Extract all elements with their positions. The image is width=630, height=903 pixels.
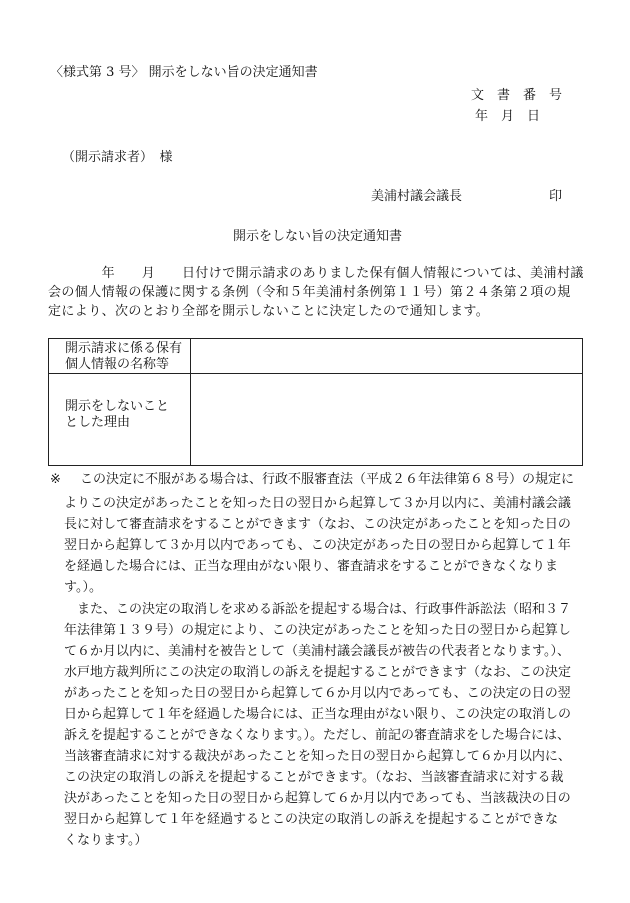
note-line: 長に対して審査請求をすることができます（なお、この決定があったことを知った日の bbox=[64, 517, 571, 532]
issuer-name: 美浦村議会議長 bbox=[371, 189, 463, 204]
table-row bbox=[49, 374, 583, 466]
document-title: 開示をしない旨の決定通知書 bbox=[233, 229, 403, 244]
note-line: 水戸地方裁判所にこの決定の取消しの訴えを提起することができます（なお、この決定 bbox=[64, 665, 572, 680]
note-line: また、この決定の取消しを求める訴訟を提起する場合は、行政事件訴訟法（昭和３７ bbox=[64, 602, 572, 617]
note-line: 訴えを提起することができなくなります。）。ただし、前記の審査請求をした場合には、 bbox=[64, 728, 570, 743]
note-line: 当該審査請求に対する裁決があったことを知った日の翌日から起算して６か月以内に、 bbox=[64, 749, 571, 764]
document-number: 文 書 番 号 bbox=[471, 88, 563, 103]
note-line: くなります。） bbox=[64, 833, 148, 848]
form-label: 〈様式第 3 号〉 開示をしない旨の決定通知書 bbox=[50, 65, 318, 80]
note-line: 年法律第１３９号）の規定により、この決定があったことを知った日の翌日から起算し bbox=[64, 623, 571, 638]
note-first-line: この決定に不服がある場合は、行政不服審査法（平成２６年法律第６８号）の規定に bbox=[80, 472, 575, 487]
body-line: 年 月 日付けで開示請求のありました保有個人情報については、美浦村議 bbox=[48, 266, 584, 281]
note-line: 翌日から起算して１年を経過するとこの決定の取消しの訴えを提起することができな bbox=[64, 812, 559, 827]
table-value-cell bbox=[191, 374, 583, 466]
table-label-cell bbox=[49, 339, 191, 374]
disclosure-table bbox=[48, 338, 583, 466]
note-line: があったことを知った日の翌日から起算して６か月以内であっても、この決定の日の翌 bbox=[64, 686, 571, 701]
note-line: 決があったことを知った日の翌日から起算して６か月以内であっても、当該裁決の日の bbox=[64, 791, 571, 806]
table-row bbox=[49, 339, 583, 374]
label-line: 個人情報の名称等 bbox=[65, 357, 170, 372]
note-line: この決定の取消しの訴えを提起することができます。（なお、当該審査請求に対する裁 bbox=[64, 770, 564, 785]
note-line: よりこの決定があったことを知った日の翌日から起算して３か月以内に、美浦村議会議 bbox=[64, 496, 571, 511]
label-line: 開示をしないこと bbox=[65, 399, 170, 414]
note-line: 日から起算して１年を経過した場合には、正当な理由がない限り、この決定の取消しの bbox=[64, 707, 572, 722]
note-line: 翌日から起算して３か月以内であっても、この決定があった日の翌日から起算して１年 bbox=[64, 538, 571, 553]
label-line: とした理由 bbox=[65, 415, 131, 430]
note-line: を経過した場合には、正当な理由がない限り、審査請求をすることができなくなりま bbox=[64, 559, 559, 574]
label-line: 開示請求に係る保有 bbox=[65, 341, 183, 356]
note-line: て６か月以内に、美浦村を被告として（美浦村議会議長が被告の代表者となります。）、 bbox=[64, 644, 570, 659]
note-line: す。）。 bbox=[64, 580, 102, 595]
addressee: （開示請求者） 様 bbox=[62, 150, 173, 165]
seal-mark: 印 bbox=[549, 189, 563, 204]
issue-date: 年 月 日 bbox=[475, 109, 541, 124]
table-value-cell bbox=[191, 339, 583, 374]
body-line: 会の個人情報の保護に関する条例（令和５年美浦村条例第１１号）第２４条第２項の規 bbox=[48, 285, 571, 300]
note-mark: ※ bbox=[50, 472, 61, 487]
body-line: 定により、次のとおり全部を開示しないことに決定したので通知します。 bbox=[48, 304, 490, 319]
table-label-cell bbox=[49, 374, 191, 466]
